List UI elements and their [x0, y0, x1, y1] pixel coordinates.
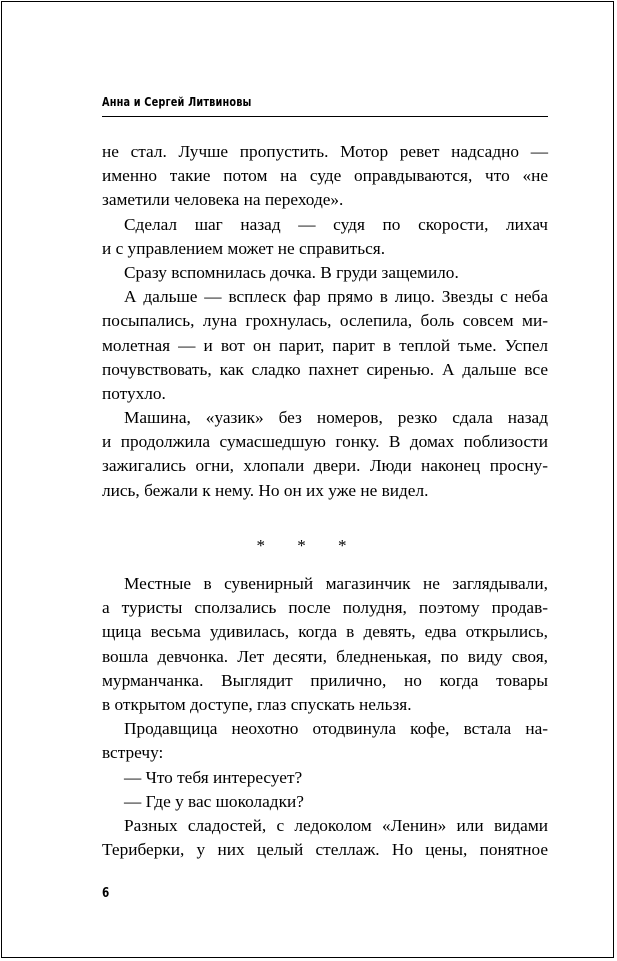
text-line: Териберки, у них целый стеллаж. Но цены, понятное: [102, 840, 548, 860]
text-line: — Где у вас шоколадки?: [124, 791, 304, 811]
header-rule: [102, 116, 548, 117]
text-line: Разных сладостей, с ледоколом «Ленин» или видами: [124, 815, 548, 835]
page-number: 6: [102, 886, 110, 901]
text-line: потухло.: [102, 383, 166, 403]
text-line: молетная — и вот он парит, парит в теплой тьме. Успел: [102, 335, 548, 355]
section-separator: * * *: [256, 536, 361, 555]
body-text-top: [102, 140, 548, 503]
paragraph: [102, 213, 548, 261]
text-line: посыпались, луна грохнулась, ослепила, боль совсем ми-: [102, 311, 548, 331]
text-line: а туристы сползались после полудня, поэтому продав-: [102, 598, 548, 618]
dialogue-line: [102, 766, 548, 790]
text-line: не стал. Лучше пропустить. Мотор ревет надсадно —: [102, 142, 548, 161]
text-line: в открытом доступе, глаз спускать нельзя.: [102, 694, 412, 714]
dialogue-line: [102, 790, 548, 814]
text-line: щица весьма удивилась, когда в девять, едва открылись,: [102, 622, 548, 642]
paragraph: [102, 261, 548, 285]
text-line: лись, бежали к нему. Но он их уже не видел.: [102, 480, 429, 500]
text-line: Местные в сувенирный магазинчик не заглядывали,: [124, 574, 548, 593]
paragraph: [102, 572, 548, 717]
text-line: и с управлением может не справиться.: [102, 238, 386, 258]
text-line: мурманчанка. Выглядит прилично, но когда товары: [102, 670, 548, 690]
text-line: вошла девчонка. Лет десяти, бледненькая, по виду своя,: [102, 646, 548, 666]
running-head-title: Анна и Сергей Литвиновы: [102, 94, 252, 109]
text-line: Машина, «уазик» без номеров, резко сдала назад: [124, 408, 548, 428]
body-text-bottom: [102, 572, 548, 862]
text-line: Продавщица неохотно отодвинула кофе, встала на-: [124, 719, 548, 739]
text-line: А дальше — всплеск фар прямо в лицо. Звезды с неба: [124, 287, 548, 307]
paragraph: [102, 285, 548, 406]
paragraph: [102, 140, 548, 213]
text-line: Сразу вспомнилась дочка. В груди защемило.: [124, 262, 459, 282]
text-line: и продолжила сумасшедшую гонку. В домах поблизости: [102, 432, 548, 452]
text-line: встречу:: [102, 743, 164, 763]
text-line: Сделал шаг назад — судя по скорости, лихач: [124, 214, 548, 234]
text-line: именно такие потом на суде оправдываются, что «не: [102, 166, 548, 186]
text-line: зажигались огни, хлопали двери. Люди наконец просну-: [102, 456, 548, 476]
paragraph: [102, 406, 548, 503]
paragraph: [102, 717, 548, 765]
text-line: заметили человека на переходе».: [102, 190, 344, 210]
paragraph: [102, 814, 548, 862]
text-line: почувствовать, как сладко пахнет сиренью. А дальше все: [102, 359, 548, 379]
text-line: — Что тебя интересует?: [124, 767, 303, 787]
